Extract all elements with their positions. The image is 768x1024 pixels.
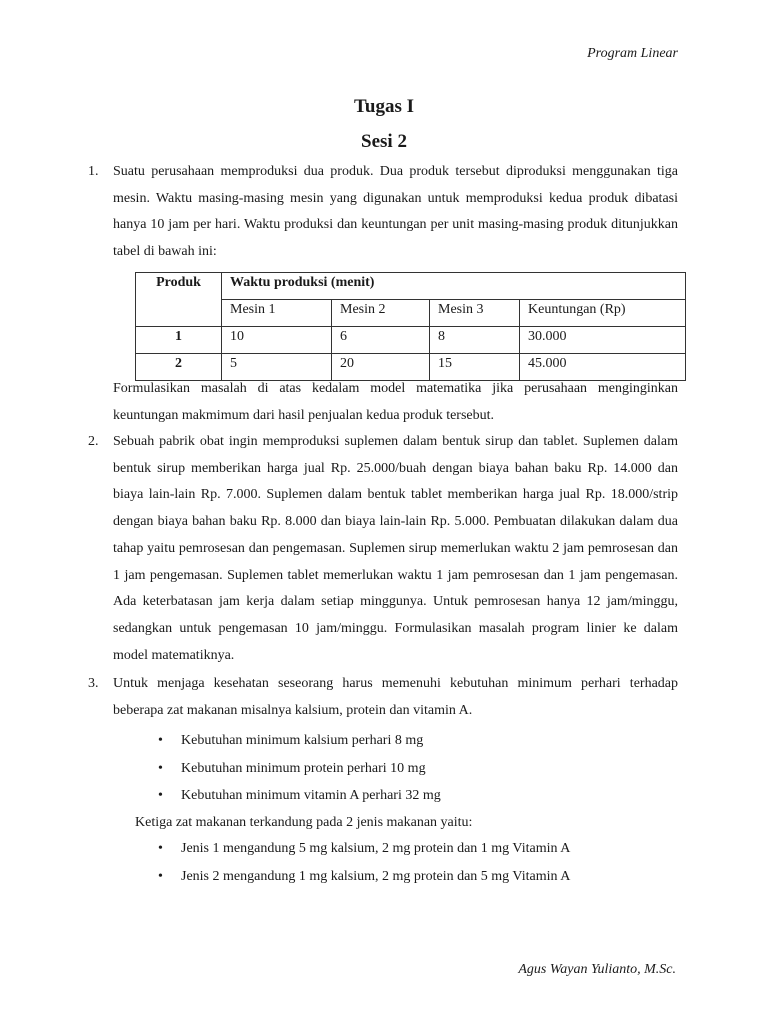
table-cell: 6 (332, 327, 430, 354)
bullet-icon: • (158, 733, 163, 748)
problem-3 (88, 671, 678, 724)
problem-number: 3. (88, 676, 99, 691)
table-header-row (136, 273, 686, 300)
bullet-icon: • (158, 841, 163, 856)
running-header: Program Linear (587, 46, 678, 61)
list-item-text: Kebutuhan minimum protein perhari 10 mg (181, 760, 426, 776)
list-item-text: Jenis 1 mengandung 5 mg kalsium, 2 mg protein dan 1 mg Vitamin A (181, 841, 571, 856)
list-item (158, 755, 678, 783)
table-header-cell: Keuntungan (Rp) (520, 300, 686, 327)
table-cell: 45.000 (520, 354, 686, 381)
requirements-list (158, 727, 678, 810)
table-cell: 30.000 (520, 327, 686, 354)
table-cell: 10 (222, 327, 332, 354)
problem-text: Suatu perusahaan memproduksi dua produk. Dua produk tersebut diproduksi menggunakan tiga mesin. Waktu masing-masing mesin yang digunakan untuk memproduksi kedua produk dibatasi hanya 10 jam per hari. Waktu produksi dan keuntungan per unit masing-masing produk ditunjukkan tabel di bawah ini: (113, 164, 678, 260)
problem-3-middle-text: Ketiga zat makanan terkandung pada 2 jenis makanan yaitu: (135, 815, 473, 830)
food-types-list (158, 835, 678, 890)
table-header-cell: Mesin 3 (430, 300, 520, 327)
table-cell: 2 (136, 354, 222, 381)
table-cell: 15 (430, 354, 520, 381)
problem-text: Sebuah pabrik obat ingin memproduksi suplemen dalam bentuk sirup dan tablet. Suplemen dalam bentuk sirup memberikan harga jual Rp. 25.000/buah dengan biaya bahan baku Rp. 14.000 dan biaya lain-lain Rp. 7.000. Suplemen dalam bentuk tablet memberikan harga jual Rp. 18.000/strip dengan biaya bahan baku Rp. 8.000 dan biaya lain-lain Rp. 5.000. Pembuatan dilakukan dalam dua tahap yaitu pemrosesan dan pengemasan. Suplemen sirup memerlukan waktu 2 jam pemrosesan dan 1 jam pengemasan. Suplemen tablet memerlukan waktu 1 jam pemrosesan dan 1 jam pengemasan. Ada keterbatasan jam kerja dalam setiap minggunya. Untuk pemrosesan hanya 12 jam/minggu, sedangkan untuk pengemasan 10 jam/minggu. Formulasikan masalah program linier ke dalam model matematiknya. (113, 434, 678, 663)
problem-1-instruction: Formulasikan masalah di atas kedalam model matematika jika perusahaan menginginkan keuntungan makmimum dari hasil penjualan kedua produk tersebut. (113, 381, 678, 423)
problem-1 (88, 159, 678, 266)
table-cell: 20 (332, 354, 430, 381)
problem-text: Untuk menjaga kesehatan seseorang harus memenuhi kebutuhan minimum perhari terhadap beberapa zat makanan misalnya kalsium, protein dan vitamin A. (113, 676, 678, 718)
table-cell: 1 (136, 327, 222, 354)
bullet-icon: • (158, 788, 163, 803)
list-item-text: Jenis 2 mengandung 1 mg kalsium, 2 mg protein dan 5 mg Vitamin A (181, 868, 571, 884)
bullet-icon: • (158, 868, 163, 884)
list-item (158, 782, 678, 810)
list-item (158, 863, 678, 891)
problem-number: 2. (88, 434, 99, 449)
table-header-cell: Mesin 1 (222, 300, 332, 327)
table-cell: 8 (430, 327, 520, 354)
table-row (136, 327, 686, 354)
list-item (158, 835, 678, 863)
page-subtitle: Sesi 2 (361, 131, 407, 152)
author-footer: Agus Wayan Yulianto, M.Sc. (518, 962, 676, 977)
table-header-cell: Mesin 2 (332, 300, 430, 327)
table-cell: 5 (222, 354, 332, 381)
problem-2 (88, 429, 678, 669)
table-header-cell: Waktu produksi (menit) (222, 273, 686, 300)
production-table (135, 272, 686, 381)
table-header-cell: Produk (136, 273, 222, 327)
list-item-text: Kebutuhan minimum kalsium perhari 8 mg (181, 733, 424, 748)
page-title: Tugas I (353, 96, 415, 117)
list-item-text: Kebutuhan minimum vitamin A perhari 32 mg (181, 788, 441, 803)
list-item (158, 727, 678, 755)
problem-number: 1. (88, 164, 99, 179)
bullet-icon: • (158, 760, 163, 776)
